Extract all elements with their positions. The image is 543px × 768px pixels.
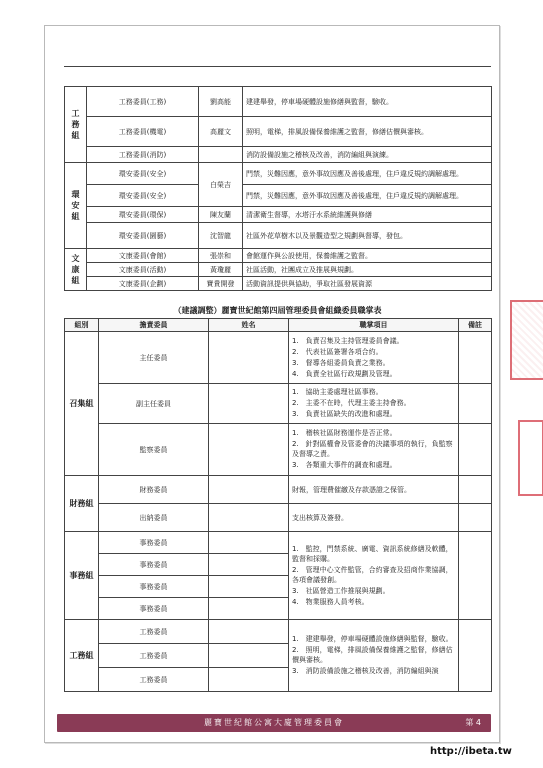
position-cell: 工務委員(工務) [87, 87, 199, 117]
group-cell: 環安組 [65, 163, 87, 249]
header-remark: 備註 [459, 319, 492, 332]
seal-stamp-small [518, 420, 543, 496]
position-cell: 事務委員 [99, 576, 209, 598]
name-cell: 劉高能 [199, 87, 243, 117]
duty-item: 2. 針對區權會及管委會的決議事項的執行，負監察及督導之責。 [292, 440, 453, 458]
duty-item: 2. 代表社區簽署各項合約。 [292, 347, 383, 356]
name-cell [209, 598, 289, 620]
committee-duty-table-upper [64, 86, 492, 291]
duty-cell [289, 332, 459, 384]
position-cell: 環安委員(園藝) [87, 223, 199, 249]
name-cell [209, 668, 289, 692]
name-cell [209, 424, 289, 476]
position-cell: 工務委員 [99, 668, 209, 692]
duty-cell: 支出核算及簽發。 [289, 504, 459, 532]
position-cell: 出納委員 [99, 504, 209, 532]
group-cell: 工務組 [65, 620, 99, 692]
duty-cell: 建建舉發，停車場硬體設施修繕與監督，驗收。 [243, 87, 492, 117]
position-cell: 工務委員 [99, 644, 209, 668]
name-cell [199, 147, 243, 163]
remark-cell [459, 504, 492, 532]
table-row [65, 384, 492, 424]
duty-cell: 社區活動，社團成立及推展與規劃。 [243, 263, 492, 277]
header-name: 姓名 [209, 319, 289, 332]
duty-item: 1. 負責召集及主持管理委員會議。 [292, 336, 404, 345]
table-row [65, 163, 492, 185]
position-cell: 文康委員(活動) [87, 263, 199, 277]
page-footer [57, 714, 491, 732]
remark-cell [459, 620, 492, 692]
name-cell: 沈智龍 [199, 223, 243, 249]
duty-item: 3. 督導各組委員負責之業務。 [292, 358, 390, 367]
name-cell [209, 576, 289, 598]
name-cell [209, 554, 289, 576]
footer-title: 麗寶世紀館公寓大廈管理委員會 [204, 718, 344, 727]
name-cell [209, 332, 289, 384]
duty-item: 2. 照明，電梯，排風設備保養維護之監督，修繕估價與審核。 [292, 646, 453, 664]
duty-cell [289, 424, 459, 476]
watermark-url: http://ibeta.tw [430, 746, 512, 757]
duty-item: 1. 監控，門禁系統、廣電、資訊系統修繕及軟體，監督和採購。 [292, 544, 453, 563]
name-cell: 陳友蘭 [199, 207, 243, 223]
name-cell [209, 620, 289, 644]
position-cell: 財務委員 [99, 476, 209, 504]
seal-stamp-large [510, 300, 543, 380]
header-group: 組別 [65, 319, 99, 332]
position-cell: 文康委員(會館) [87, 249, 199, 263]
name-cell [209, 504, 289, 532]
remark-cell [459, 332, 492, 384]
duty-item: 3. 各類重大事件的調查和處理。 [292, 461, 397, 469]
name-cell [209, 532, 289, 554]
position-cell: 事務委員 [99, 532, 209, 554]
name-cell [209, 644, 289, 668]
table-row [65, 263, 492, 277]
position-cell: 環安委員(安全) [87, 185, 199, 207]
name-cell: 高麗文 [199, 117, 243, 147]
duty-item: 3. 社區營造工作推展與規劃。 [292, 586, 390, 595]
position-cell: 工務委員(消防) [87, 147, 199, 163]
group-cell: 財務組 [65, 476, 99, 532]
header-position: 擔責委員 [99, 319, 209, 332]
group-cell: 工務組 [65, 87, 87, 163]
name-cell [209, 476, 289, 504]
table-row [65, 424, 492, 476]
duty-item: 2. 主委不在時，代理主委主持會務。 [292, 399, 411, 407]
table-row [65, 620, 492, 644]
position-cell: 監察委員 [99, 424, 209, 476]
duty-item: 4. 物業服務人員考核。 [292, 597, 369, 606]
table-row [65, 185, 492, 207]
table-row [65, 532, 492, 554]
position-cell: 工務委員 [99, 620, 209, 644]
position-cell: 事務委員 [99, 554, 209, 576]
group-cell: 文康組 [65, 249, 87, 291]
remark-cell [459, 424, 492, 476]
duty-item: 2. 管理中心文件監管，合約審查及招商作業協調，各項會議發創。 [292, 565, 453, 584]
table-row [65, 207, 492, 223]
table-row [65, 504, 492, 532]
position-cell: 文康委員(企劃) [87, 277, 199, 291]
group-cell: 事務組 [65, 532, 99, 620]
duty-cell: 財報，管理費催繳及存款憑證之保管。 [289, 476, 459, 504]
name-cell [209, 384, 289, 424]
group-cell: 召集組 [65, 332, 99, 476]
table-row [65, 87, 492, 117]
page-number: 第 4 [465, 718, 481, 727]
duty-item: 1. 稽核社區財務運作是否正常。 [292, 429, 397, 437]
position-cell: 工務委員(機電) [87, 117, 199, 147]
duty-item: 4. 負責全社區行政規劃及管理。 [292, 369, 397, 378]
table-header-row [65, 319, 492, 332]
remark-cell [459, 532, 492, 620]
table-row [65, 249, 492, 263]
name-cell: 張崇和 [199, 249, 243, 263]
duty-cell [289, 532, 459, 620]
table-row [65, 277, 492, 291]
table-row [65, 117, 492, 147]
position-cell: 事務委員 [99, 598, 209, 620]
name-cell: 寶貴開發 [199, 277, 243, 291]
position-cell: 環安委員(安全) [87, 163, 199, 185]
duty-cell [289, 384, 459, 424]
duty-cell: 門禁，災難因應，意外事故因應及善後處理，住戶違反規約調解處理。 [243, 163, 492, 185]
remark-cell [459, 476, 492, 504]
duty-cell: 清潔衛生督導，水塔汙水系統維護與修繕 [243, 207, 492, 223]
header-duties: 職掌項目 [289, 319, 459, 332]
duty-cell: 消防設備設施之稽核及改善，消防編組與演練。 [243, 147, 492, 163]
table-row [65, 223, 492, 249]
table-row [65, 332, 492, 384]
remark-cell [459, 384, 492, 424]
duty-item: 3. 負責社區缺失的改進和處理。 [292, 410, 397, 418]
top-rule [64, 66, 491, 67]
position-cell: 主任委員 [99, 332, 209, 384]
committee-duty-table-lower [64, 318, 492, 692]
duty-cell: 活動資訊提供與協助，爭取社區發展資源 [243, 277, 492, 291]
duty-cell [289, 620, 459, 692]
table-row [65, 476, 492, 504]
duty-cell: 社區外花草樹木以及景觀造型之規劃與督導，發包。 [243, 223, 492, 249]
duty-item: 1. 建建舉發，停車場硬體設施修繕與監督，驗收。 [292, 635, 453, 643]
position-cell: 副主任委員 [99, 384, 209, 424]
name-cell: 白榮吉 [199, 163, 243, 207]
duty-item: 3. 消防設備設施之稽核及改善，消防編組與演 [292, 667, 439, 675]
duty-item: 1. 協助主委處理社區事務。 [292, 388, 383, 396]
duty-cell: 照明，電梯，排風設備保養維護之監督，修繕估價與審核。 [243, 117, 492, 147]
table-row [65, 147, 492, 163]
duty-cell: 會館運作與公設使用，保養維護之監督。 [243, 249, 492, 263]
name-cell: 黃瓊麗 [199, 263, 243, 277]
position-cell: 環安委員(環保) [87, 207, 199, 223]
duty-cell: 門禁，災難因應，意外事故因應及善後處理，住戶違反規約調解處理。 [243, 185, 492, 207]
table-caption: （建議調整）麗寶世紀館第四屆管理委員會組織委員職掌表 [173, 306, 382, 315]
